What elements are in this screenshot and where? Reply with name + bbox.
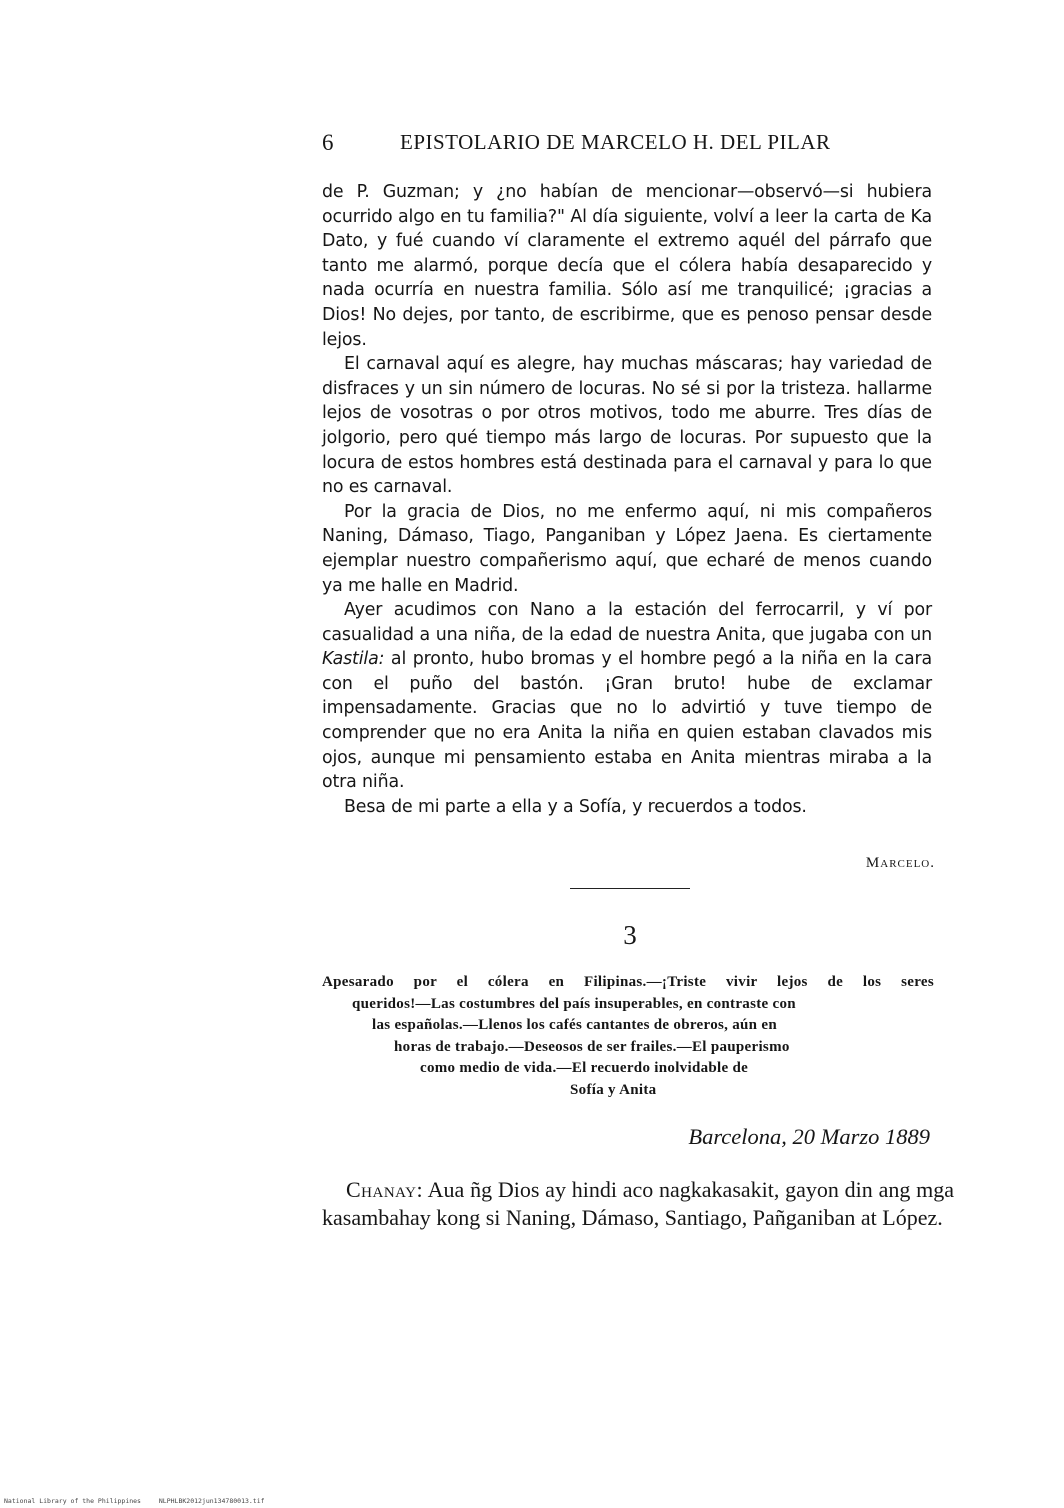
tagalog-paragraph xyxy=(322,1176,954,1232)
library-credit: National Library of the Philippines xyxy=(4,1497,141,1505)
paragraph-4-end: al pronto, hubo bromas y el hombre pegó a la niña en la cara con el puño del bastón. ¡Gran bruto! hube de exclamar impensadamente. Gracias que no lo advirtió y tuve tiempo de comprender que no era Anita la niña en quien estaban clavados mis ojos, aunque mi pensamiento estaba en Anita mientras miraba a la otra niña. xyxy=(322,649,932,793)
page-number: 6 xyxy=(322,130,334,155)
letter-body xyxy=(322,180,932,819)
salutation: Chanay: xyxy=(346,1177,424,1202)
paragraph-3: Por la gracia de Dios, no me enfermo aquí, ni mis compañeros Naning, Dámaso, Tiago, Panganiban y López Jaena. Es ciertamente ejemplar nuestro compañerismo aquí, que echaré de menos cuando ya me halle en Madrid. xyxy=(322,501,932,596)
scan-id: NLPHLBK2012jun134780013.tif xyxy=(158,1497,265,1505)
summary-line-3: las españolas.—Llenos los cafés cantantes de obreros, aún en xyxy=(372,1017,777,1033)
paragraph-5: Besa de mi parte a ella y a Sofía, y recuerdos a todos. xyxy=(344,796,807,817)
letter-summary xyxy=(322,972,934,1101)
section-divider xyxy=(570,888,690,889)
letter-number: 3 xyxy=(623,920,637,950)
scan-footer xyxy=(4,1497,1004,1505)
summary-line-2: queridos!—Las costumbres del país insuperables, en contraste con xyxy=(352,995,796,1012)
paragraph-2: El carnaval aquí es alegre, hay muchas máscaras; hay variedad de disfraces y un sin número de locuras. No sé si por la tristeza. hallarme lejos de vosotras o por otros motivos, todo me aburre. Tres días de jolgorio, pero qué tiempo más largo de locuras. Por supuesto que la locura de estos hombres está destinada para el carnaval y para lo que no es carnaval. xyxy=(322,354,932,498)
paragraph-4-start: Ayer acudimos con Nano a la estación del ferrocarril, y ví por casualidad a una niña, de la edad de nuestra Anita, que jugaba con un xyxy=(322,600,932,645)
signature: Marcelo. xyxy=(865,855,935,871)
italic-word-kastila: Kastila: xyxy=(322,649,385,670)
tagalog-body: Aua ñg Dios ay hindi aco nagkakasakit, gayon din ang mga kasambahay kong si Naning, Dámaso, Santiago, Pañganiban at López. xyxy=(322,1177,954,1230)
paragraph-1: de P. Guzman; y ¿no habían de mencionar—observó—si hubiera ocurrido algo en tu familia?" Al día siguiente, volví a leer la carta de Ka Dato, y fué cuando ví claramente el extremo aquél del párrafo que tanto me alarmó, porque decía que el cólera había desaparecido y nada ocurría en nuestra familia. Sólo así me tranquilicé; ¡gracias a Dios! No dejes, por tanto, de escribirme, que es penoso pensar desde lejos. xyxy=(322,182,932,350)
dateline: Barcelona, 20 Marzo 1889 xyxy=(688,1124,930,1149)
tagalog-letter-text xyxy=(322,1176,954,1232)
summary-line-5: como medio de vida.—El recuerdo inolvidable de xyxy=(420,1060,749,1076)
paragraph-4 xyxy=(322,598,932,795)
summary-line-4: horas de trabajo.—Deseosos de ser frailes.—El pauperismo xyxy=(394,1038,790,1055)
summary-line-6: Sofía y Anita xyxy=(570,1081,657,1098)
summary-line-1: Apesarado por el cólera en Filipinas.—¡Triste vivir lejos de los seres xyxy=(322,974,934,990)
running-header xyxy=(322,130,878,160)
running-title: EPISTOLARIO DE MARCELO H. DEL PILAR xyxy=(400,130,831,154)
